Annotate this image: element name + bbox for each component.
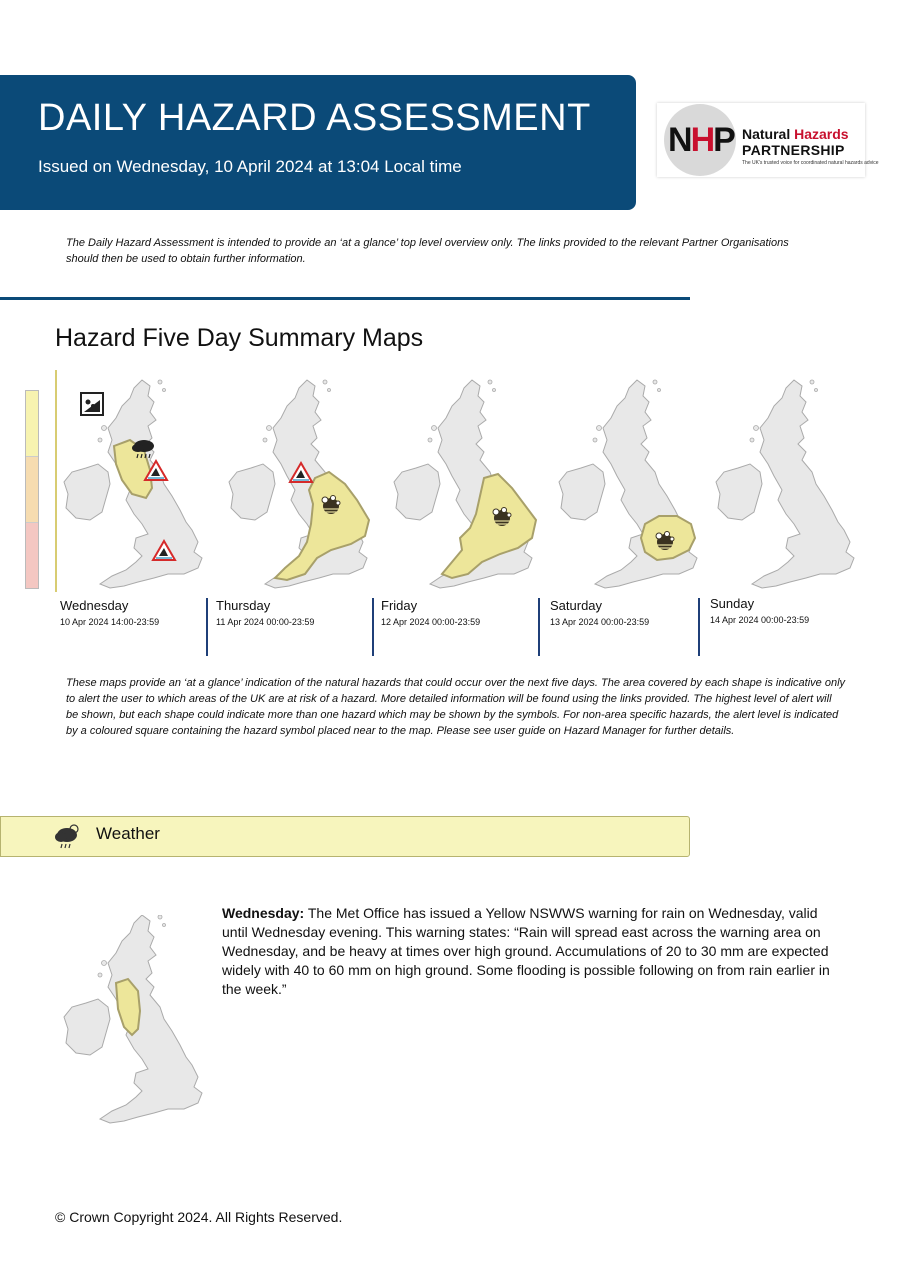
weather-section-title: Weather [96, 824, 160, 843]
copyright: © Crown Copyright 2024. All Rights Reserved. [55, 1209, 343, 1225]
weather-warning-map [60, 915, 210, 1125]
day-label-wednesday: Wednesday 10 Apr 2024 14:00-23:59 [60, 598, 160, 627]
intro-text: The Daily Hazard Assessment is intended to provide an ‘at a glance’ top level overview only. The links provided to the relevant Partner Organisations should then be used to obtain further information. [66, 237, 789, 265]
day-label-thursday: Thursday 11 Apr 2024 00:00-23:59 [216, 598, 315, 627]
logo-tagline: The UK's trusted voice for coordinated natural hazards advice [742, 160, 879, 166]
legend-yellow [26, 391, 38, 457]
day-separator [698, 598, 700, 656]
logo-name-line2: PARTNERSHIP [742, 142, 845, 158]
day-separator [372, 598, 374, 656]
issued-timestamp: Issued on Wednesday, 10 April 2024 at 13:04 Local time [38, 157, 462, 176]
maps-description: These maps provide an ‘at a glance’ indication of the natural hazards that could occur over the next five days. The area covered by each shape is indicative only to alert the user to which areas of the UK are at risk of a hazard. More detailed information will be found using the links provided. The highest level of alert will be shown, but each shape could indicate more than one hazard which may be shown by the symbols. For non-area specific hazards, the alert level is indicated by a coloured square containing the hazard symbol placed near to the map. Please see user guide on Hazard Manager for further details. [66, 677, 846, 737]
day-label-sunday: Sunday 14 Apr 2024 00:00-23:59 [710, 596, 810, 625]
landslide-icon [80, 392, 104, 416]
legend-amber [26, 457, 38, 523]
map-thursday [225, 378, 375, 593]
weather-icon [52, 823, 82, 849]
page-title: DAILY HAZARD ASSESSMENT [38, 97, 591, 139]
logo-abbreviation: NHP [668, 121, 734, 159]
legend-divider [55, 370, 57, 592]
weather-warning-text: Wednesday: The Met Office has issued a Yellow NSWWS warning for rain on Wednesday, valid until Wednesday evening. This warning states: “Rain will spread east across the warning area on Wednesday, and be heavy at times over high ground. Accumulations of 20 to 30 mm are expected widely with 40 to 60 mm on high ground. Some flooding is possible following on from rain earlier in the week.” [222, 905, 830, 997]
day-separator [206, 598, 208, 656]
section-divider [0, 297, 690, 300]
map-saturday [555, 378, 705, 593]
alert-level-legend [25, 390, 39, 589]
summary-title: Hazard Five Day Summary Maps [55, 324, 424, 352]
map-sunday [712, 378, 862, 593]
day-separator [538, 598, 540, 656]
map-wednesday [60, 378, 210, 593]
legend-red [26, 523, 38, 588]
header-banner [0, 75, 636, 210]
day-label-friday: Friday 12 Apr 2024 00:00-23:59 [381, 598, 481, 627]
map-friday [390, 378, 540, 593]
day-label-saturday: Saturday 13 Apr 2024 00:00-23:59 [550, 598, 650, 627]
logo-name-line1: Natural Hazards [742, 126, 849, 142]
